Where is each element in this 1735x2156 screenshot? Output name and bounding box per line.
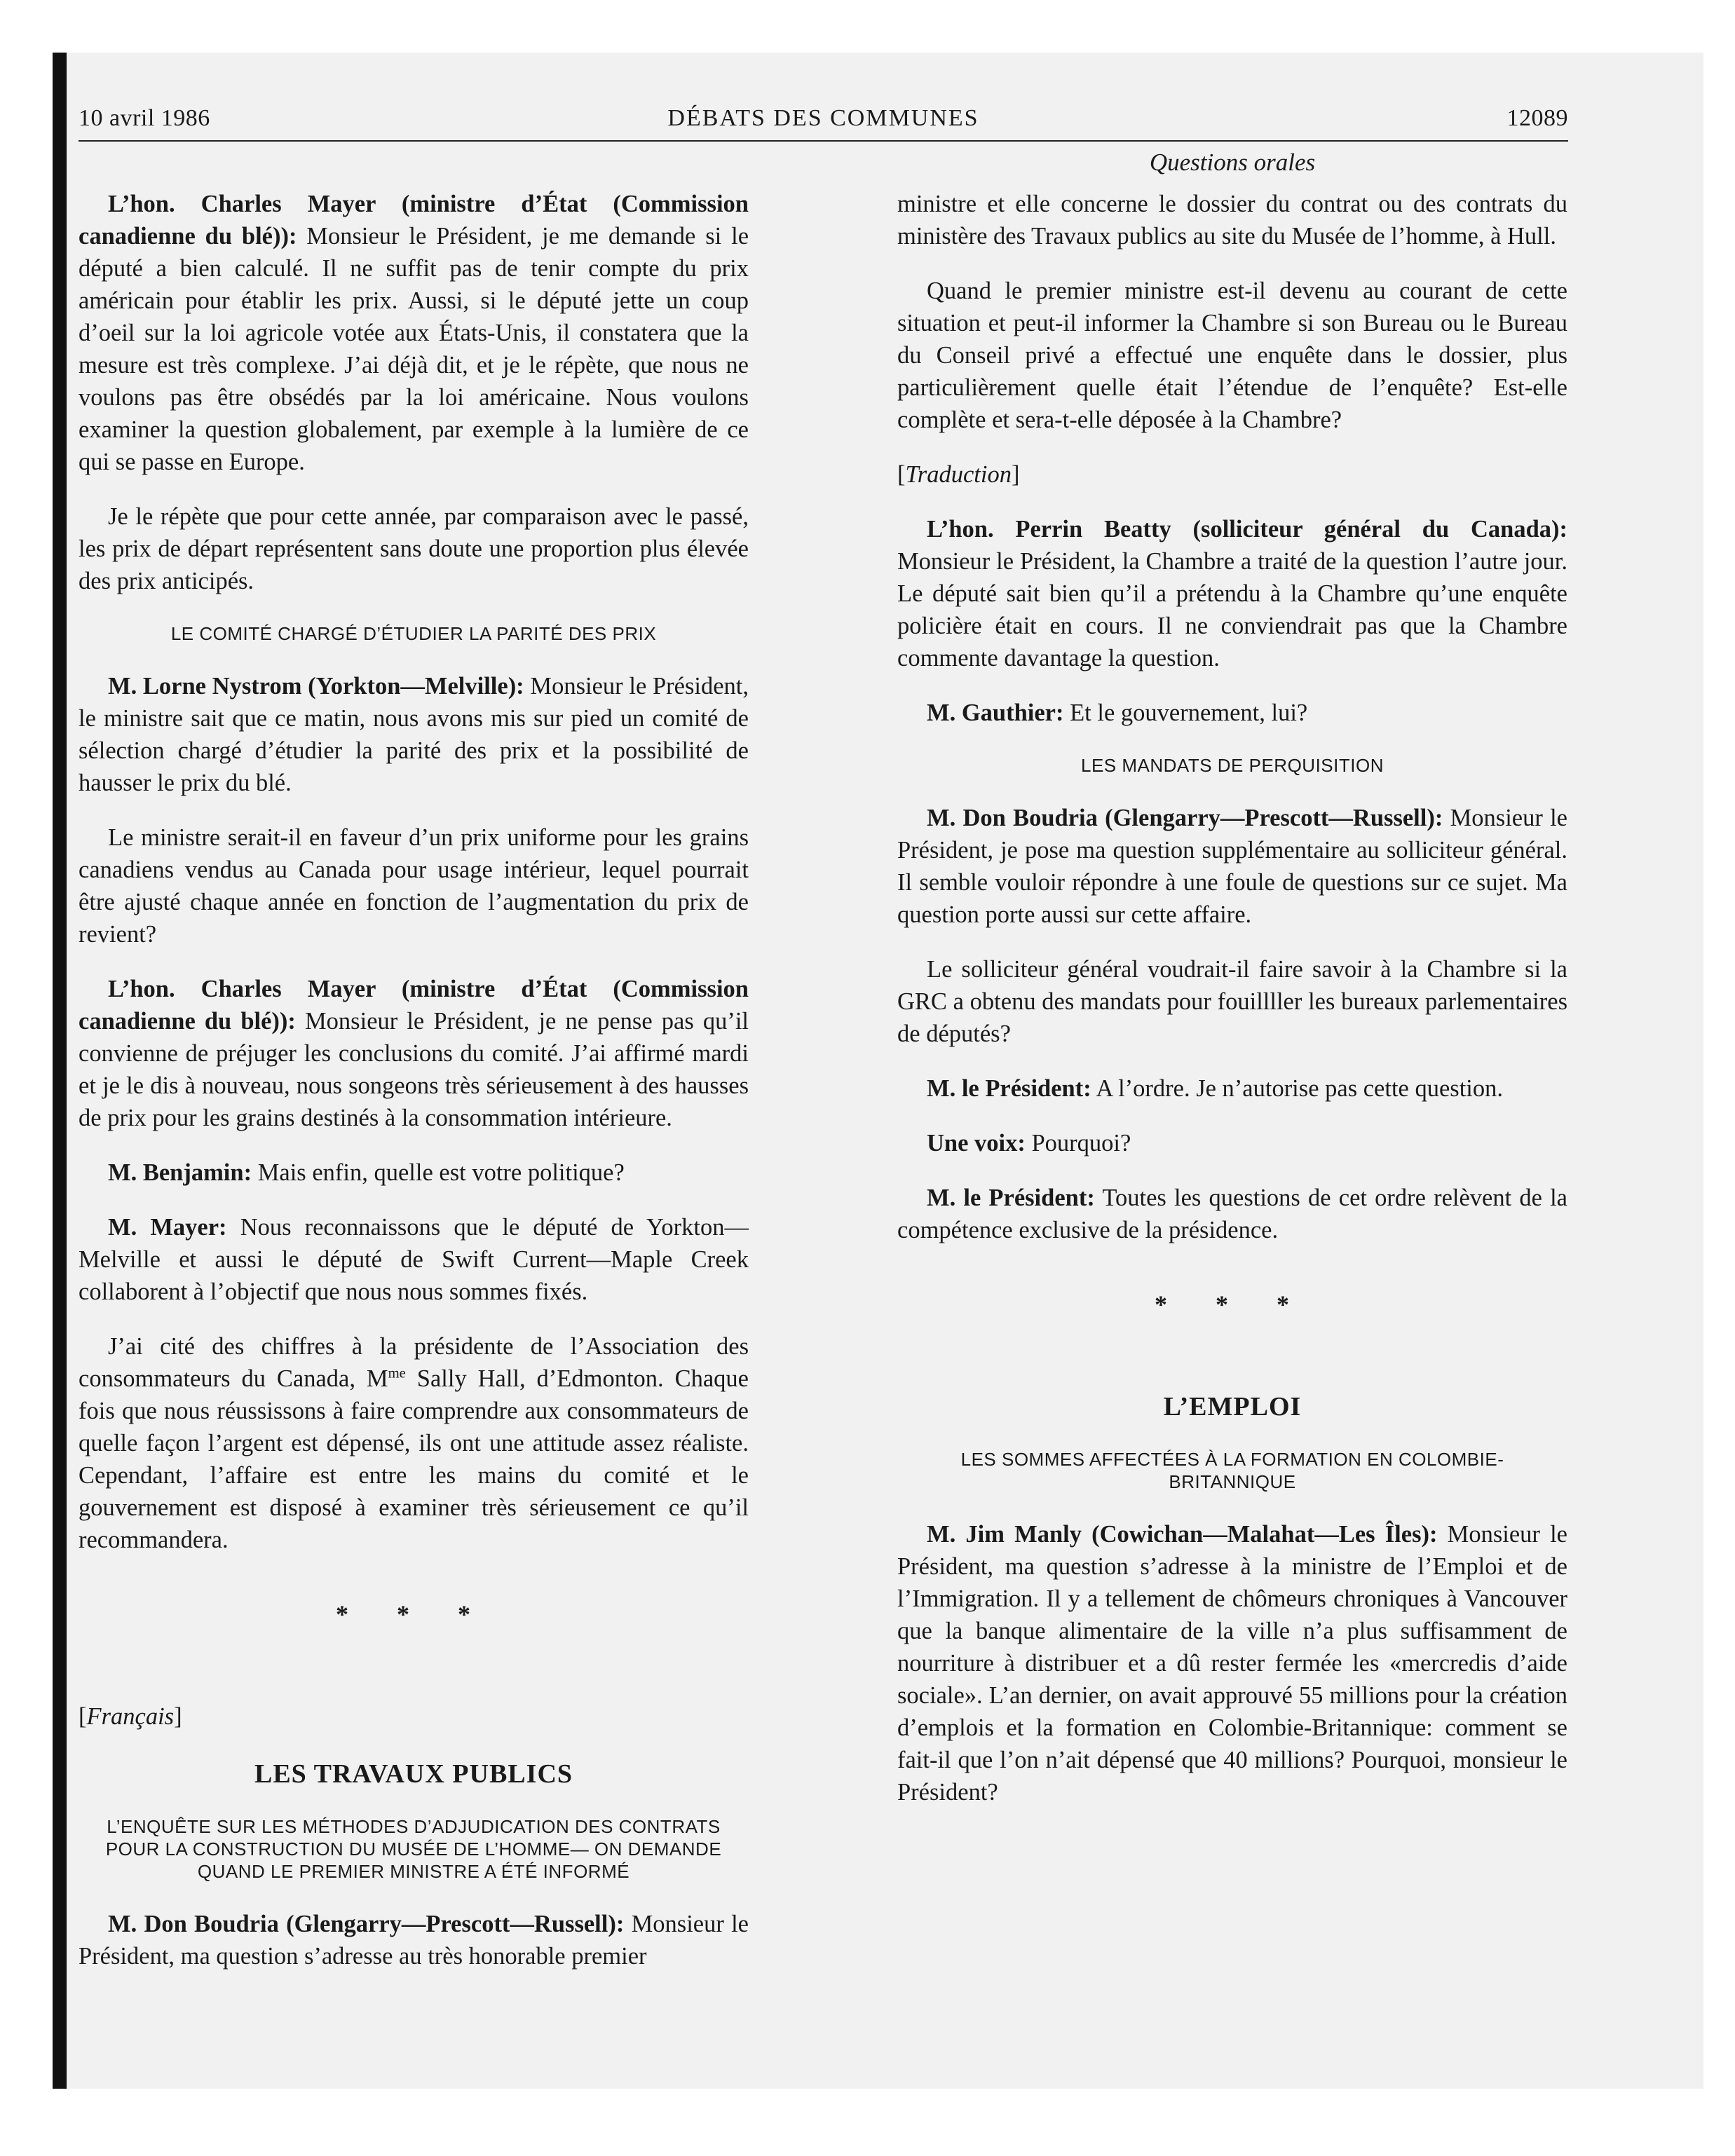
speaker-name: L’hon. Charles Mayer (ministre d’État (Commission canadienne du blé)):	[79, 191, 749, 250]
speech-text: Nous reconnaissons que le député de Yorkton—Melville et aussi le député de Swift Current—Maple Creek collaborent à l’objectif que nous nous sommes fixés.	[79, 1214, 749, 1305]
speech-text: Monsieur le Président, la Chambre a traité de la question l’autre jour. Le député sait bien qu’il a prétendu à la Chambre qu’une enquête policière était en cours. Il ne conviendrait pas que la Chambre commente davantage la question.	[897, 548, 1567, 671]
section-heading: L’EMPLOI	[1163, 1392, 1302, 1421]
speech-paragraph	[79, 973, 749, 1134]
bracket-close: ]	[1011, 461, 1020, 488]
speech-text: A l’ordre. Je n’autorise pas cette question.	[1091, 1075, 1504, 1102]
section-subheading: LES MANDATS DE PERQUISITION	[1081, 755, 1384, 776]
header-date: 10 avril 1986	[79, 105, 210, 131]
section-subheading: LES SOMMES AFFECTÉES À LA FORMATION EN COLOMBIE-BRITANNIQUE	[960, 1449, 1504, 1492]
speech-text: Monsieur le Président, ma question s’adresse à la ministre de l’Emploi et de l’Immigration. Il y a tellement de chômeurs chroniques à Vancouver que la banque alimentaire de la ville n’a plus suffisamment de nourriture à distribuer et a dû rester fermée les «mercredis d’aide sociale». L’an dernier, on avait approuvé 55 millions pour la création d’emplois et la formation en Colombie-Britannique: comment se fait-il que l’on n’ait dépensé que 40 millions? Pourquoi, monsieur le Président?	[897, 1521, 1567, 1806]
speech-paragraph	[79, 188, 749, 478]
speech-paragraph	[897, 802, 1567, 931]
header-title: DÉBATS DES COMMUNES	[667, 105, 979, 131]
speech-text: Pourquoi?	[1025, 1130, 1131, 1157]
speaker-name: M. Benjamin:	[108, 1159, 252, 1186]
body-paragraph: Quand le premier ministre est-il devenu au courant de cette situation et peut-il informer la Chambre si son Bureau ou le Bureau du Conseil privé a effectué une enquête dans le dossier, plus particulièrement quelle était l’étendue de l’enquête? Est-elle complète et sera-t-elle déposée à la Chambre?	[897, 278, 1567, 433]
right-column	[897, 188, 1567, 1831]
speech-paragraph	[897, 1518, 1567, 1808]
speech-text: Monsieur le Président, je ne pense pas qu’il convienne de préjuger les conclusions du comité. J’ai affirmé mardi et je le dis à nouveau, nous songeons très sérieusement à des hausses de prix pour les grains destinés à la consommation intérieure.	[79, 1008, 749, 1131]
page-header	[79, 105, 1568, 142]
section-subheading: L’ENQUÊTE SUR LES MÉTHODES D’ADJUDICATION DES CONTRATS POUR LA CONSTRUCTION DU MUSÉE DE L’HOMME— ON DEMANDE QUAND LE PREMIER MINISTRE A ÉTÉ INFORMÉ	[105, 1816, 722, 1882]
language-marker	[79, 1700, 749, 1733]
speaker-name: M. Jim Manly (Cowichan—Malahat—Les Îles):	[927, 1521, 1438, 1548]
superscript: me	[388, 1365, 406, 1381]
header-page-number: 12089	[1506, 105, 1568, 131]
left-column	[79, 188, 749, 1995]
bracket-open: [	[897, 461, 906, 488]
body-paragraph: Le ministre serait-il en faveur d’un prix uniforme pour les grains canadiens vendus au Canada pour usage intérieur, lequel pourrait être ajusté chaque année en fonction de l’augmentation du prix de revient?	[79, 824, 749, 948]
language-name: Français	[86, 1703, 175, 1730]
body-paragraph: Je le répète que pour cette année, par comparaison avec le passé, les prix de départ représentent sans doute une proportion plus élevée des prix anticipés.	[79, 503, 749, 594]
paragraph-text: Sally Hall, d’Edmonton. Chaque fois que nous réussissons à faire comprendre aux consommateurs de quelle façon l’argent est dépensé, ils ont une attitude assez réaliste. Cependant, l’affaire est entre les mains du comité et le gouvernement est disposé à examiner très sérieusement ce qu’il recommandera.	[79, 1365, 749, 1553]
section-separator: * * *	[1155, 1290, 1310, 1318]
speaker-name: Une voix:	[927, 1130, 1026, 1157]
body-paragraph: Le solliciteur général voudrait-il faire savoir à la Chambre si la GRC a obtenu des mandats pour fouillller les bureaux parlementaires de députés?	[897, 956, 1567, 1047]
speech-text: Monsieur le Président, je pose ma question supplémentaire au solliciteur général. Il semble vouloir répondre à une foule de questions sur ce sujet. Ma question porte aussi sur cette affaire.	[897, 805, 1567, 928]
language-marker	[897, 458, 1567, 491]
continued-paragraph: ministre et elle concerne le dossier du contrat ou des contrats du ministère des Travaux publics au site du Musée de l’homme, à Hull.	[897, 191, 1567, 250]
paragraph-text: J’ai cité des chiffres à la présidente de l’Association des consommateurs du Canada, M	[79, 1333, 749, 1392]
speech-text: Toutes les questions de cet ordre relèvent de la compétence exclusive de la présidence.	[897, 1185, 1567, 1243]
speaker-name: M. le Président:	[927, 1075, 1091, 1102]
section-subheading: LE COMITÉ CHARGÉ D’ÉTUDIER LA PARITÉ DES PRIX	[170, 623, 657, 644]
section-heading: LES TRAVAUX PUBLICS	[254, 1759, 573, 1789]
speaker-name: M. le Président:	[927, 1185, 1095, 1211]
bracket-open: [	[79, 1703, 87, 1730]
speaker-name: M. Lorne Nystrom (Yorkton—Melville):	[108, 673, 524, 700]
speech-text: Monsieur le Président, ma question s’adresse au très honorable premier	[79, 1911, 749, 1970]
speech-text: Monsieur le Président, le ministre sait que ce matin, nous avons mis sur pied un comité de sélection chargé d’étudier la parité des prix et la possibilité de hausser le prix du blé.	[79, 673, 749, 796]
scan-margin	[0, 0, 53, 2156]
speech-paragraph	[897, 1182, 1567, 1246]
speaker-name: M. Don Boudria (Glengarry—Prescott—Russell):	[108, 1911, 625, 1937]
speech-paragraph	[897, 513, 1567, 674]
binding-shadow	[53, 53, 67, 2089]
bracket-close: ]	[174, 1703, 182, 1730]
speaker-name: L’hon. Perrin Beatty (solliciteur général du Canada):	[927, 516, 1567, 543]
speech-paragraph	[79, 1908, 749, 1972]
speech-paragraph	[897, 1072, 1567, 1105]
speech-paragraph	[897, 697, 1567, 729]
speech-paragraph	[79, 1157, 749, 1189]
language-name: Traduction	[905, 461, 1012, 488]
speaker-name: M. Don Boudria (Glengarry—Prescott—Russell):	[927, 805, 1443, 831]
speech-text: Mais enfin, quelle est votre politique?	[252, 1159, 625, 1186]
speaker-name: L’hon. Charles Mayer (ministre d’État (Commission canadienne du blé)):	[79, 976, 749, 1035]
speech-text: Et le gouvernement, lui?	[1063, 700, 1308, 726]
speaker-name: M. Gauthier:	[927, 700, 1064, 726]
speech-paragraph	[79, 1211, 749, 1308]
section-separator: * * *	[336, 1600, 491, 1628]
speech-paragraph	[897, 1127, 1567, 1159]
body-paragraph	[79, 1330, 749, 1556]
speech-text: Monsieur le Président, je me demande si le député a bien calculé. Il ne suffit pas de tenir compte du prix américain pour établir les prix. Aussi, si le député jette un coup d’oeil sur la loi agricole votée aux États-Unis, il constatera que la mesure est très complexe. J’ai déjà dit, et je le répète, que nous ne voulons pas être obsédés par la loi américaine. Nous voulons examiner la question globalement, par exemple à la lumière de ce qui se passe en Europe.	[79, 223, 749, 475]
header-rule	[79, 140, 1568, 142]
running-head: Questions orales	[1149, 149, 1316, 176]
speaker-name: M. Mayer:	[108, 1214, 227, 1241]
speech-paragraph	[79, 670, 749, 799]
